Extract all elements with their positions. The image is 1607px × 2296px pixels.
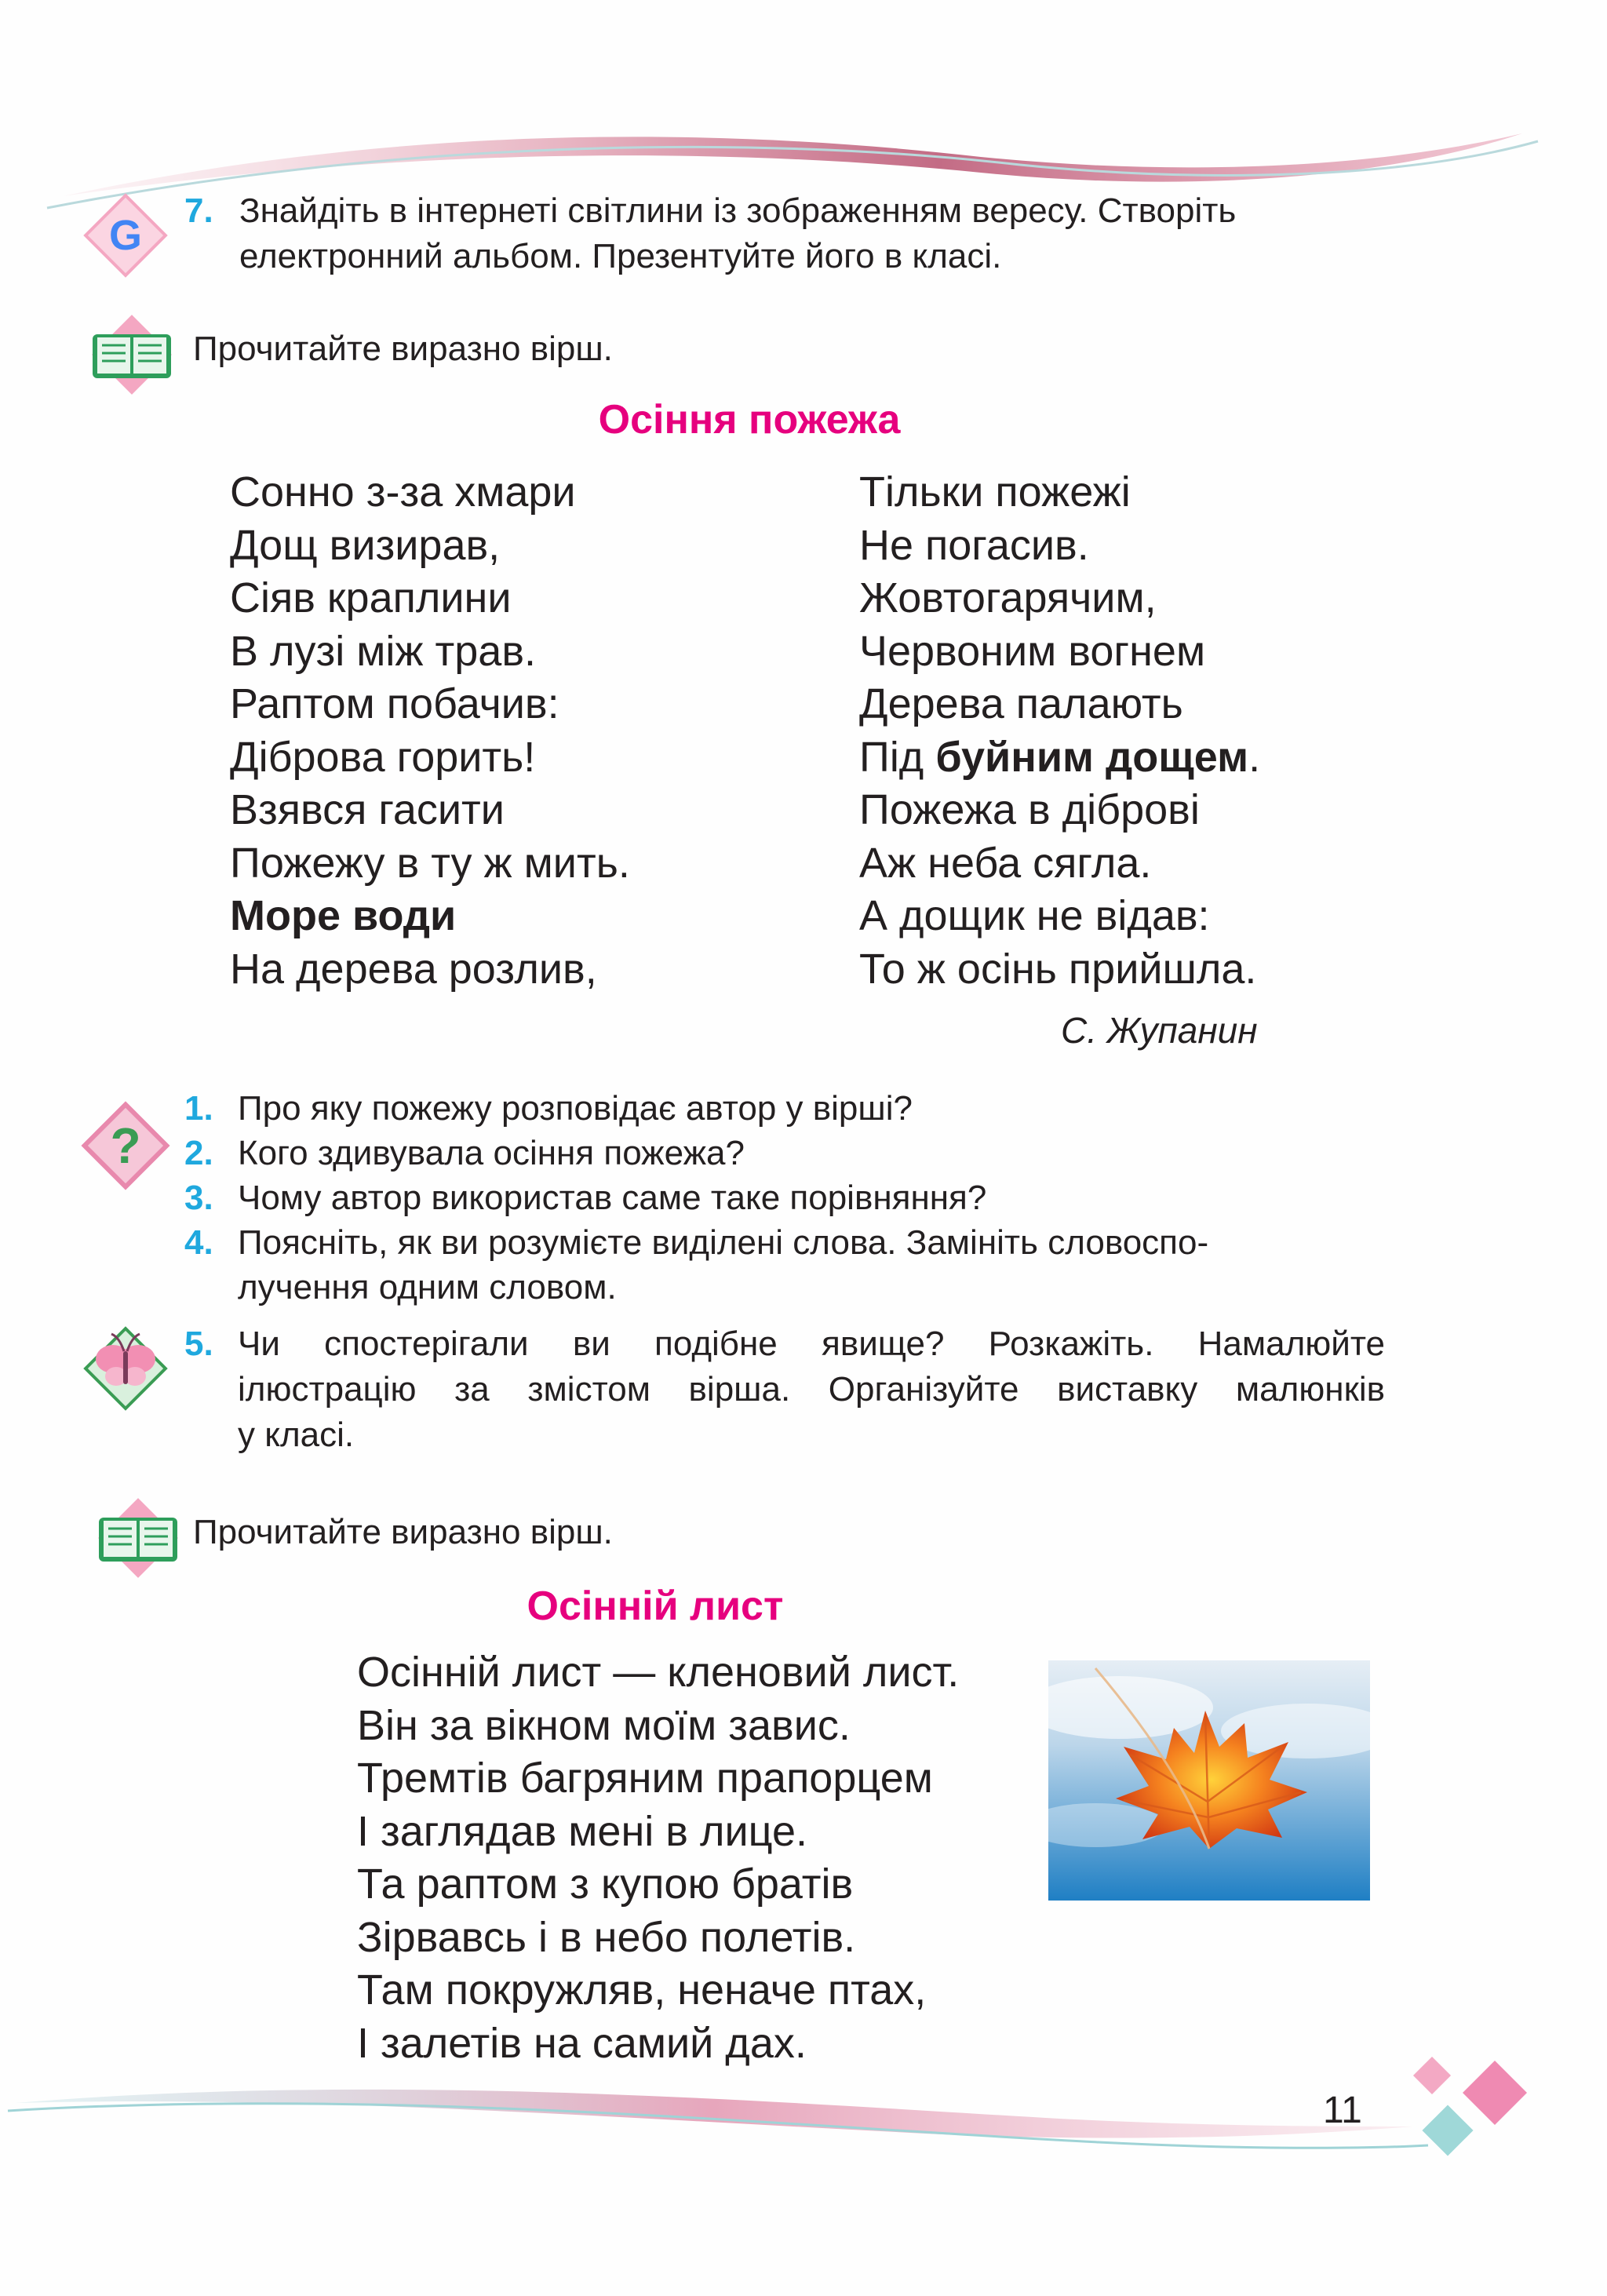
poem-line: Та раптом з купою братів (357, 1860, 854, 1908)
task-row (184, 1321, 1385, 1458)
question-number: 1. (184, 1089, 213, 1128)
poem-line: Жовтогарячим, (859, 574, 1157, 621)
question-text: Кого здивувала осіння пожежа? (238, 1134, 745, 1172)
poem-line-end: . (1248, 733, 1261, 781)
poem-bold-phrase: буйним дощем (935, 733, 1249, 781)
question-item (184, 1086, 1385, 1131)
question-number: 3. (184, 1179, 213, 1217)
svg-text:G: G (108, 212, 143, 259)
poem-line: Червоним вогнем (859, 627, 1206, 675)
poem-line: Взявся гасити (230, 786, 505, 833)
maple-leaf-photo (1048, 1660, 1370, 1901)
task-text-line: ілюстрацію за змістом вірша. Організуйте виставку малюнків (238, 1370, 1385, 1409)
poem-line: А дощик не відав: (859, 892, 1210, 939)
poem-line: То ж осінь прийшла. (859, 945, 1257, 993)
task-5 (184, 1321, 1385, 1458)
poem-line: І залетів на самий дах. (357, 2019, 807, 2067)
question-number: 2. (184, 1134, 213, 1172)
google-g-icon (78, 188, 173, 282)
poem-line: Зірвавсь і в небо полетів. (357, 1913, 856, 1961)
poem-line-start: Під (859, 733, 936, 781)
question-mark-icon (78, 1099, 173, 1193)
question-number: 4. (184, 1223, 213, 1262)
poem-line: Тільки пожежі (859, 468, 1131, 516)
poem-line-highlighted: Море води (230, 892, 457, 939)
poem-line: Осінній лист — кленовий лист. (357, 1649, 960, 1696)
poem-body (357, 1646, 959, 2070)
book-icon (85, 308, 179, 402)
question-item (184, 1175, 1385, 1220)
reading-instruction: Прочитайте виразно вірш. (193, 1513, 613, 1551)
task-number: 7. (184, 191, 213, 230)
corner-diamonds-decoration (1397, 2048, 1554, 2174)
question-text: Чому автор використав саме таке порівняння? (238, 1179, 987, 1217)
questions-list (184, 1086, 1385, 1310)
poem-line: Пожежу в ту ж мить. (230, 839, 630, 887)
butterfly-icon (78, 1318, 173, 1412)
question-text-block (238, 1220, 1385, 1310)
poem-line: Пожежа в діброві (859, 786, 1200, 833)
reading-instruction: Прочитайте виразно вірш. (193, 330, 613, 368)
book-icon (91, 1491, 185, 1585)
poem-line: Дощ визирав, (230, 521, 501, 569)
task-text-line: у класі. (238, 1416, 355, 1454)
task-number: 5. (184, 1325, 213, 1363)
poem-line: І заглядав мені в лице. (357, 1807, 807, 1855)
poem-title: Осінній лист (527, 1584, 784, 1629)
svg-text:?: ? (110, 1117, 141, 1174)
poem-line: На дерева розлив, (230, 945, 597, 993)
page-number: 11 (1323, 2090, 1362, 2131)
poem-line: Раптом побачив: (230, 680, 559, 727)
task-text-line: Чи спостерігали ви подібне явище? Розкажіть. Намалюйте (238, 1325, 1385, 1363)
question-item (184, 1220, 1385, 1310)
task-text-line: електронний альбом. Презентуйте його в класі. (239, 237, 1002, 275)
poem-line: Не погасив. (859, 521, 1089, 569)
poem-right-column (859, 466, 1260, 996)
poem-line: Сіяв краплини (230, 574, 512, 621)
task-text-line: Знайдіть в інтернеті світлини із зображенням вересу. Створіть (239, 191, 1237, 230)
poem-line: Він за вікном моїм завис. (357, 1701, 851, 1749)
question-text-continued: лучення одним словом. (238, 1268, 617, 1307)
poem-left-column (230, 466, 630, 996)
poem-line: Сонно з-за хмари (230, 468, 576, 516)
poem-line: Діброва горить! (230, 733, 536, 781)
question-text: Поясніть, як ви розумієте виділені слова. Замініть словоспо- (238, 1223, 1209, 1262)
poem-line: Там покружляв, неначе птах, (357, 1966, 927, 2014)
poem-line (859, 731, 1260, 785)
poem-line: В лузі між трав. (230, 627, 537, 675)
poem-title: Осіння пожежа (598, 397, 901, 443)
poem-line: Аж неба сягла. (859, 839, 1152, 887)
question-text: Про яку пожежу розповідає автор у вірші? (238, 1089, 913, 1128)
task-7 (184, 188, 1385, 279)
question-item (184, 1131, 1385, 1175)
poem-author: С. Жупанин (1061, 1010, 1258, 1051)
task-text-block (238, 1321, 1385, 1458)
bottom-decorative-swoosh (0, 2072, 1607, 2174)
poem-line: Дерева палають (859, 680, 1183, 727)
poem-line: Тремтів багряним прапорцем (357, 1755, 933, 1802)
